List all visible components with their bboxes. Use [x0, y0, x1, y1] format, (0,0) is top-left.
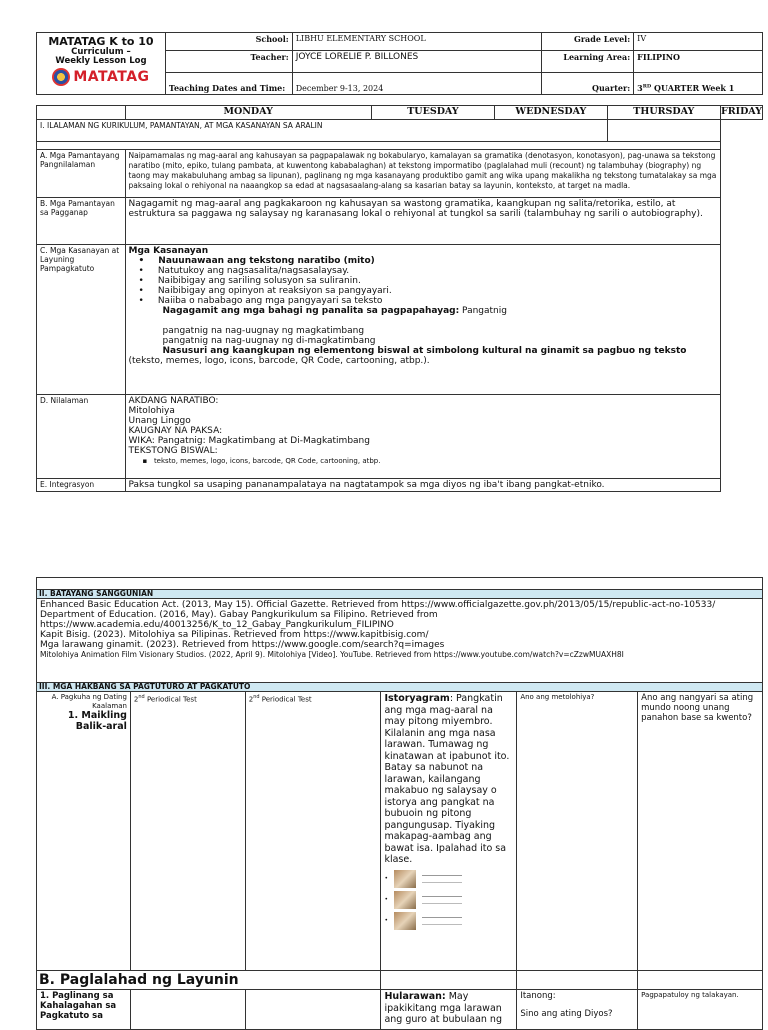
content-line: Unang Linggo: [128, 416, 191, 426]
picture-icon: [394, 912, 416, 930]
content-standard-text: Naipamamalas ng mag-aaral ang kahusayan sa pagpapalawak ng bokabularyo, kamalayan sa gramatika (denotasyon, konotasyon), pag-unawa sa tekstong naratibo (mito, epiko, tulang pambata, at kuwentong kababalaghan) at tekstong impormatibo (paglalahad muli (recount) ng talambuhay (biography) ng taong may makabuluhang ambag sa lipunan), paglinang ng mga kasanayang produktibo gamit ang wika upang makalikha ng tekstong tumatalakay sa mga paksaing lokal o rehiyonal na naaangkop sa edad at nagsasaalang-alang sa kasarian batay sa layunin, konteksto, at target na madla.: [125, 150, 720, 198]
teacher-value: JOYCE LORELIE P. BILLONES: [292, 51, 542, 73]
day-header-tuesday: TUESDAY: [371, 106, 494, 120]
deped-seal-icon: [52, 68, 70, 86]
grade-value: IV: [634, 33, 763, 51]
header-table: [36, 32, 763, 95]
thursday-objective: Itanong: Sino ang ating Diyos?: [517, 990, 638, 1030]
list-item: • Naibibigay ang sariling solusyon sa suliranin.: [139, 276, 717, 286]
wednesday-review: Istoryagram: Pangkatin ang mga mag-aaral na may pitong miyembro. Kilalanin ang mga nasa larawan. Tumawag ng kinatawan at ipabunot ito. Batay sa nabunot na larawan, kailangang makabuo ng salaysay o istorya ang pangkat na bubuoin ng pitong pangungusap. Tiyaking makapag-aambag ang bawat isa. Ipalahad ito sa klase. • • •: [381, 692, 517, 971]
quarter-label: Quarter:: [542, 73, 634, 95]
matatag-logo: MATATAG: [73, 69, 150, 85]
review-sublabel: 1. Maikling Balik-aral: [67, 710, 127, 732]
competency-visual: Nasusuri ang kaangkupan ng elementong biswal at simbolong kultural na ginamit sa pagbuo ng teksto: [162, 346, 687, 356]
performance-standard-label: B. Mga Pamantayan sa Pagganap: [37, 198, 126, 245]
dates-value: December 9-13, 2024: [292, 73, 542, 95]
grade-label: Grade Level:: [542, 33, 634, 51]
competencies-heading: Mga Kasanayan: [128, 246, 209, 256]
review-label-cell: [37, 692, 131, 971]
content-line: WIKA: Pangatnig: Magkatimbang at Di-Magkatimbang: [128, 436, 370, 446]
day-header-wednesday: WEDNESDAY: [495, 106, 608, 120]
content-line: KAUGNAY NA PAKSA:: [128, 426, 223, 436]
school-label: School:: [165, 33, 292, 51]
list-item: • Naibibigay ang opinyon at reaksiyon sa pangyayari.: [139, 286, 717, 296]
review-label: A. Pagkuha ng Dating Kaalaman: [51, 693, 127, 710]
day-header-friday: FRIDAY: [720, 106, 762, 120]
picture-thumbnails: • • •: [384, 870, 513, 930]
wednesday-objective: Hularawan: May ipakikitang mga larawan ang guro at bubulaan ng: [381, 990, 517, 1030]
day-header-thursday: THURSDAY: [607, 106, 720, 120]
picture-icon: [394, 891, 416, 909]
logo-block: [37, 33, 166, 95]
reference-item: Mitolohiya Animation Film Visionary Studios. (2022, April 9). Mitolohiya [Video]. YouTube. Retrieved from https://www.youtube.com/watch?v=cZzwMUAXH8I: [40, 650, 624, 659]
reference-item: Department of Education. (2016, May). Gabay Pangkurikulum sa Filipino. Retrieved from https://www.academia.edu/40013256/K_to_12_Gabay_Pangkurikulum_FILIPINO: [40, 610, 438, 630]
section-1-title: I. ILALAMAN NG KURIKULUM, PAMANTAYAN, AT MGA KASANAYAN SA ARALIN: [37, 120, 608, 142]
procedure-table: [36, 577, 763, 1030]
logo-subtitle-2: Weekly Lesson Log: [55, 56, 147, 66]
competency-line: (teksto, memes, logo, icons, barcode, QR Code, cartooning, atbp.).: [128, 356, 430, 366]
quarter-value: 3RD QUARTER Week 1: [634, 73, 763, 95]
content-line: Mitolohiya: [128, 406, 175, 416]
area-value: FILIPINO: [634, 51, 763, 73]
list-item: • Naiiba o nababago ang mga pangyayari sa teksto: [139, 296, 717, 306]
competency-grammar: Nagagamit ang mga bahagi ng panalita sa pagpapahayag: Pangatnig: [162, 306, 507, 316]
list-item: • Nauunawaan ang tekstong naratibo (mito): [139, 256, 717, 266]
competency-line: pangatnig na nag-uugnay ng magkatimbang: [162, 326, 365, 336]
curriculum-table: [36, 105, 763, 492]
content-standard-label: A. Mga Pamantayang Pangnilalaman: [37, 150, 126, 198]
competency-line: pangatnig na nag-uugnay ng di-magkatimbang: [162, 336, 376, 346]
performance-standard-text: Nagagamit ng mag-aaral ang pagkakaroon ng kahusayan sa wastong gramatika, kaangkupan ng salita/retorika, estilo, at estruktura sa paggawa ng salaysay ng karanasang lokal o rehiyonal at tungkol sa sarili (talambuhay ng sarili o autobiography).: [125, 198, 720, 245]
area-label: Learning Area:: [542, 51, 634, 73]
objective-title: B. Paglalahad ng Layunin: [37, 971, 381, 990]
content-line: AKDANG NARATIBO:: [128, 396, 219, 406]
day-header-monday: MONDAY: [125, 106, 371, 120]
content-label: D. Nilalaman: [37, 395, 126, 479]
content-bullet: ▪ teksto, memes, logo, icons, barcode, QR Code, cartooning, atbp.: [142, 457, 381, 465]
corner-cell: [37, 106, 126, 120]
teacher-label: Teacher:: [165, 51, 292, 73]
reference-item: Kapit Bisig. (2023). Mitolohiya sa Pilipinas. Retrieved from https://www.kapitbisig.com/: [40, 630, 429, 640]
reference-item: Enhanced Basic Education Act. (2013, May 15). Official Gazette. Retrieved from https://www.officialgazette.gov.ph/2013/05/15/republic-act-no-10533/: [40, 600, 716, 610]
school-value: LIBHU ELEMENTARY SCHOOL: [292, 33, 542, 51]
integration-label: E. Integrasyon: [37, 479, 126, 492]
references-cell: [37, 599, 763, 683]
content-cell: [125, 395, 720, 479]
friday-review: Ano ang nangyari sa ating mundo noong unang panahon base sa kwento?: [638, 692, 763, 971]
competencies-label: C. Mga Kasanayan at Layuning Pampagkatuto: [37, 245, 126, 395]
thursday-review: Ano ang metolohiya?: [517, 692, 638, 971]
logo-subtitle-1: Curriculum –: [71, 47, 131, 57]
dates-label: Teaching Dates and Time:: [165, 73, 292, 95]
friday-objective: Pagpapatuloy ng talakayan.: [638, 990, 763, 1030]
monday-review: 2nd Periodical Test: [130, 692, 245, 971]
section-3-title: III. MGA HAKBANG SA PAGTUTURO AT PAGKATUTO: [37, 683, 763, 692]
competencies-cell: [125, 245, 720, 395]
picture-icon: [394, 870, 416, 888]
section-2-title: II. BATAYANG SANGGUNIAN: [37, 590, 763, 599]
objective-label: 1. Paglinang sa Kahalagahan sa Pagkatuto sa: [37, 990, 131, 1030]
logo-title: MATATAG K to 10: [48, 35, 154, 48]
reference-item: Mga larawang ginamit. (2023). Retrieved from https://www.google.com/search?q=images: [40, 640, 445, 650]
tuesday-review: 2nd Periodical Test: [245, 692, 381, 971]
content-line: TEKSTONG BISWAL:: [128, 446, 218, 456]
list-item: • Natutukoy ang nagsasalita/nagsasalaysay.: [139, 266, 717, 276]
competencies-list: [129, 256, 717, 306]
integration-text: Paksa tungkol sa usaping pananampalataya na nagtatampok sa mga diyos ng iba't ibang pangkat-etniko.: [125, 479, 720, 492]
